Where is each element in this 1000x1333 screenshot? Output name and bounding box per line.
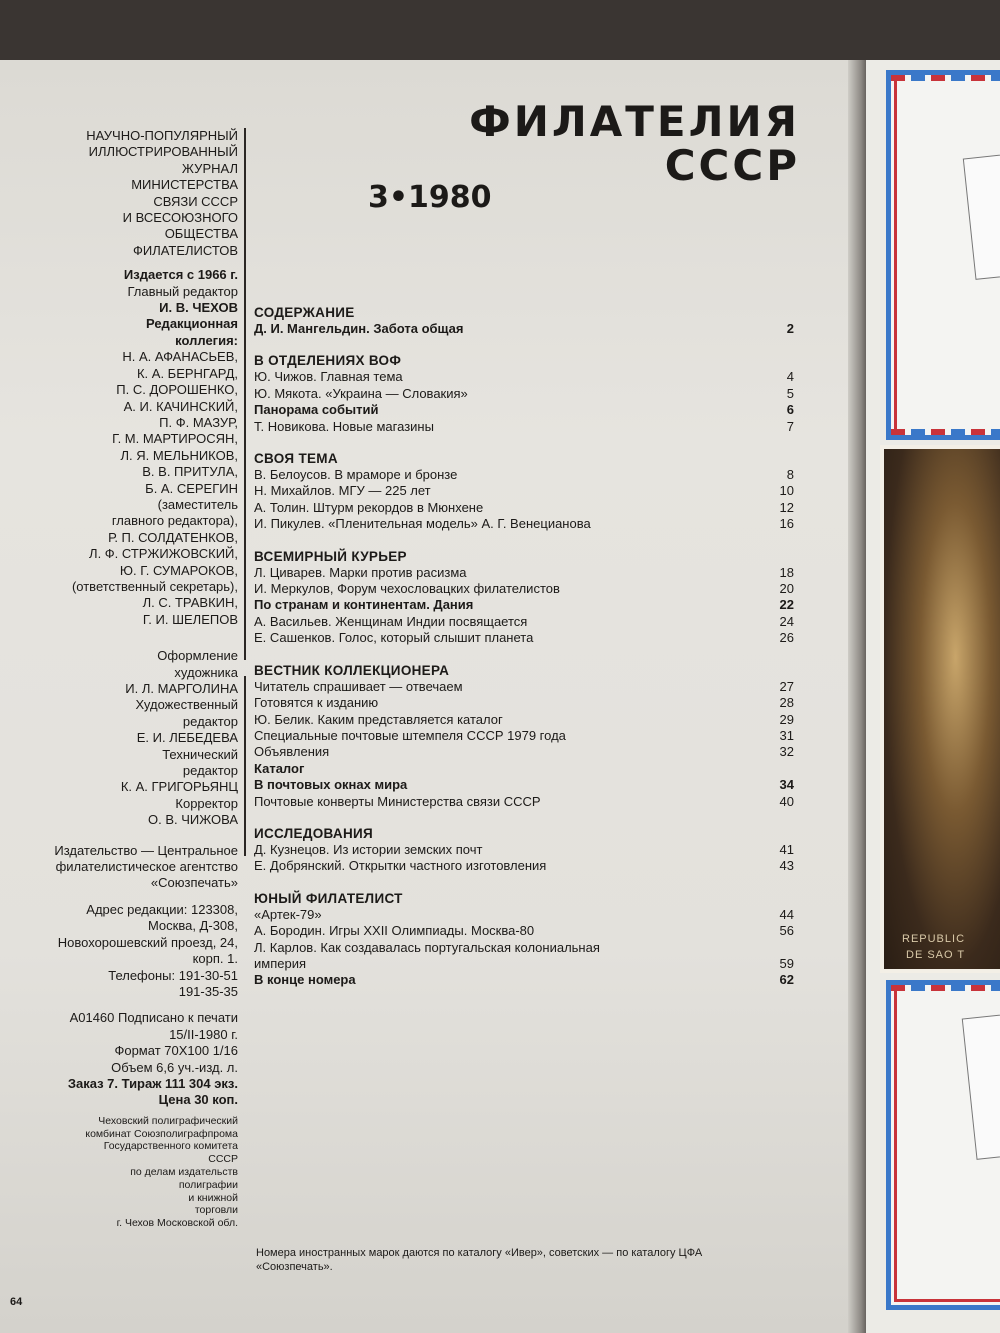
toc-entry-page: 18 — [779, 564, 794, 580]
toc-entry — [254, 777, 794, 793]
toc-entry-page: 44 — [779, 906, 794, 922]
masthead-intro-line: И ВСЕСОЮЗНОГО — [122, 210, 238, 226]
board-member: (ответственный секретарь), — [71, 578, 238, 594]
toc-entry-page: 41 — [779, 841, 794, 857]
toc-entry-title: Почтовые конверты Министерства связи СССР — [254, 793, 541, 809]
board-member: Ю. Г. СУМАРОКОВ, — [119, 562, 238, 578]
board-member: К. А. БЕРНГАРД, — [136, 365, 238, 381]
order-line: Заказ 7. Тираж 111 304 экз. — [67, 1075, 238, 1091]
toc-entry-page: 6 — [786, 402, 794, 418]
toc-entry-page: 7 — [786, 418, 794, 434]
toc-entry-title: Д. Кузнецов. Из истории земских почт — [254, 841, 483, 857]
toc-entry — [254, 842, 794, 858]
toc-section — [254, 825, 794, 875]
toc-entry-title: Читатель спрашивает — отвечаем — [254, 678, 463, 694]
page-number: 64 — [10, 1296, 23, 1308]
toc-section-heading: ВЕСТНИК КОЛЛЕКЦИОНЕРА — [254, 662, 450, 678]
masthead — [6, 128, 238, 1230]
toc-section — [254, 450, 794, 533]
toc-entry-title: А. Бородин. Игры XXII Олимпиады. Москва-80 — [254, 923, 535, 939]
address-line: корп. 1. — [192, 951, 238, 967]
toc-entry-page: 62 — [779, 972, 794, 988]
toc-entry — [254, 581, 794, 597]
printer-line: г. Чехов Московской обл. — [116, 1217, 238, 1230]
board-member: В. В. ПРИТУЛА, — [142, 464, 238, 480]
toc-entry — [254, 940, 794, 956]
stamp-text: REPUBLIC — [902, 933, 966, 945]
board-member: Г. И. ШЕЛЕПОВ — [142, 611, 238, 627]
address-line: Адрес редакции: 123308, — [86, 901, 238, 917]
toc-entry — [254, 614, 794, 630]
chief-label: Главный редактор — [127, 283, 238, 299]
printer-line: полиграфии — [178, 1178, 238, 1191]
since-line: Издается с 1966 г. — [123, 267, 238, 283]
toc-section-heading: СВОЯ ТЕМА — [254, 451, 338, 467]
board-label: коллегия: — [175, 332, 238, 348]
toc-entry-page: 29 — [779, 711, 794, 727]
title-line-1: ФИЛАТЕЛИЯ — [469, 97, 800, 146]
printer-line: Государственного комитета — [103, 1140, 238, 1153]
publisher-line: Издательство — Центральное — [54, 842, 238, 858]
toc-entry — [254, 679, 794, 695]
toc-entry-title: «Артек-79» — [254, 906, 322, 922]
board-member: главного редактора), — [111, 513, 238, 529]
toc-entry-title: И. Меркулов, Форум чехословацких филателистов — [254, 581, 560, 597]
toc-entry — [254, 402, 794, 418]
toc-entry — [254, 907, 794, 923]
board-member: Л. С. ТРАВКИН, — [142, 595, 238, 611]
toc-entry-page: 31 — [779, 727, 794, 743]
printer-line: СССР — [208, 1153, 238, 1166]
toc-entry-page: 20 — [779, 581, 794, 597]
toc-entry-page: 26 — [779, 630, 794, 646]
toc-section-heading: ВСЕМИРНЫЙ КУРЬЕР — [254, 548, 407, 564]
toc-entry-title: Ю. Чижов. Главная тема — [254, 369, 403, 385]
facing-page — [866, 60, 1000, 1333]
masthead-intro-line: ЖУРНАЛ — [181, 160, 238, 176]
board-member: Л. Ф. СТРЖИЖОВСКИЙ, — [89, 546, 238, 562]
toc-entry — [254, 565, 794, 581]
board-member: Н. А. АФАНАСЬЕВ, — [122, 349, 238, 365]
masthead-intro-line: ФИЛАТЕЛИСТОВ — [133, 242, 238, 258]
print-info-line: Формат 70Х100 1/16 — [114, 1043, 238, 1059]
toc-entry-page: 40 — [779, 793, 794, 809]
envelope-illustration — [886, 980, 1000, 1310]
toc-entry — [254, 386, 794, 402]
masthead-intro-line: ОБЩЕСТВА — [164, 226, 238, 242]
toc-entry — [254, 500, 794, 516]
toc-entry — [254, 956, 794, 972]
toc-entry-title: Готовятся к изданию — [254, 695, 379, 711]
journal-title — [360, 97, 800, 190]
staff-line: И. Л. МАРГОЛИНА — [125, 681, 238, 696]
masthead-intro-line: ИЛЛЮСТРИРОВАННЫЙ — [88, 144, 238, 160]
price-line: Цена 30 коп. — [158, 1092, 238, 1108]
toc-entry — [254, 630, 794, 646]
toc-entry-page: 59 — [779, 955, 794, 971]
address-line: Новохорошевский проезд, 24, — [57, 934, 238, 950]
toc-entry-page: 2 — [786, 321, 794, 336]
toc-entry — [254, 794, 794, 810]
toc-entry-title: А. Толин. Штурм рекордов в Мюнхене — [254, 499, 484, 515]
board-member: П. Ф. МАЗУР, — [159, 414, 238, 430]
toc-entry-title: Е. Сашенков. Голос, который слышит планета — [254, 630, 534, 646]
toc-entry-page: 56 — [779, 923, 794, 939]
toc-entry-page: 34 — [779, 777, 794, 793]
toc-entry-page: 16 — [779, 516, 794, 532]
toc-entry-title: По странам и континентам. Дания — [254, 597, 474, 613]
printer-line: и книжной — [188, 1191, 238, 1204]
toc-entry-title: А. Васильев. Женщинам Индии посвящается — [254, 613, 528, 629]
staff-line: О. В. ЧИЖОВА — [148, 812, 238, 828]
toc-entry-title: В конце номера — [254, 972, 356, 988]
masthead-intro-line: СВЯЗИ СССР — [153, 193, 238, 209]
printer-line: комбинат Союзполиграфпрома — [85, 1127, 238, 1140]
publisher-line: филателистическое агентство — [55, 859, 238, 875]
stamp-text: DE SAO T — [906, 949, 966, 961]
address-line: Москва, Д-308, — [147, 918, 238, 934]
toc-section-heading: ИССЛЕДОВАНИЯ — [254, 825, 374, 841]
toc-entry-page: 12 — [779, 499, 794, 515]
staff-line: Художественный — [135, 697, 238, 713]
toc-entry-page: 32 — [779, 744, 794, 760]
masthead-intro-line: МИНИСТЕРСТВА — [131, 177, 238, 193]
table-of-contents — [254, 304, 794, 1004]
address-line: 191-35-35 — [178, 983, 238, 999]
toc-entry-title: Каталог — [254, 760, 305, 776]
toc-entry-title: Е. Добрянский. Открытки частного изготовления — [254, 858, 547, 874]
chief-name: И. В. ЧЕХОВ — [159, 300, 238, 316]
toc-entry — [254, 695, 794, 711]
title-line-2: СССР — [664, 141, 800, 190]
toc-section-heading: В ОТДЕЛЕНИЯХ ВОФ — [254, 353, 402, 369]
toc-section — [254, 548, 794, 647]
staff-line: Оформление — [157, 648, 238, 664]
toc-entry-title: В почтовых окнах мира — [254, 777, 408, 793]
staff-line: Е. И. ЛЕБЕДЕВА — [136, 730, 238, 746]
toc-entry — [254, 419, 794, 435]
toc-entry-page: 28 — [779, 695, 794, 711]
printer-line: Чеховский полиграфический — [98, 1114, 238, 1127]
stamp-illustration — [880, 445, 1000, 973]
toc-entry-title: Ю. Мякота. «Украина — Словакия» — [254, 385, 468, 401]
toc-entry — [254, 467, 794, 483]
toc-entry-title: Панорама событий — [254, 402, 379, 418]
printer-line: по делам издательств — [130, 1165, 238, 1178]
toc-entry — [254, 761, 794, 777]
toc-entry — [254, 483, 794, 499]
toc-entry — [254, 516, 794, 532]
envelope-illustration — [886, 70, 1000, 440]
staff-line: редактор — [182, 763, 238, 779]
printer-line: торговли — [194, 1204, 238, 1217]
toc-entry-page: 24 — [779, 613, 794, 629]
toc-entry-title: империя — [254, 955, 306, 971]
toc-entry-title: В. Белоусов. В мраморе и бронзе — [254, 467, 458, 483]
issue-number: 3•1980 — [368, 180, 492, 215]
staff-line: художника — [174, 664, 238, 680]
toc-entry — [254, 744, 794, 760]
toc-entry-page: 4 — [786, 369, 794, 385]
toc-entry-title: Л. Карлов. Как создавалась португальская колониальная — [254, 939, 600, 955]
board-member: П. С. ДОРОШЕНКО, — [116, 382, 238, 398]
toc-entry-page: 5 — [786, 385, 794, 401]
staff-line: редактор — [182, 713, 238, 729]
toc-entry — [254, 369, 794, 385]
toc-entry-page: 27 — [779, 678, 794, 694]
toc-entry — [254, 712, 794, 728]
print-info-line: Объем 6,6 уч.-изд. л. — [111, 1059, 238, 1075]
board-member: Р. П. СОЛДАТЕНКОВ, — [108, 529, 238, 545]
toc-entry-page: 22 — [779, 597, 794, 613]
column-divider — [244, 676, 246, 856]
toc-entry-title: Ю. Белик. Каким представляется каталог — [254, 711, 503, 727]
masthead-intro-line: НАУЧНО-ПОПУЛЯРНЫЙ — [86, 128, 238, 143]
toc-entry-page: 10 — [779, 483, 794, 499]
toc-entry — [254, 972, 794, 988]
staff-line: Корректор — [175, 795, 238, 811]
toc-section — [254, 304, 794, 337]
board-member: А. И. КАЧИНСКИЙ, — [123, 398, 238, 414]
board-member: (заместитель — [157, 496, 238, 512]
toc-entry — [254, 321, 794, 337]
toc-section — [254, 890, 794, 989]
print-info-line: А01460 Подписано к печати — [69, 1010, 238, 1026]
toc-entry — [254, 728, 794, 744]
toc-entry-title: Н. Михайлов. МГУ — 225 лет — [254, 483, 431, 499]
toc-section — [254, 352, 794, 435]
footnote: Номера иностранных марок даются по каталогу «Ивер», советских — по каталогу ЦФА «Союзпечать». — [256, 1247, 703, 1273]
toc-entry-title: Т. Новикова. Новые магазины — [254, 418, 434, 434]
board-member: Г. М. МАРТИРОСЯН, — [112, 431, 238, 447]
toc-entry — [254, 858, 794, 874]
toc-section-heading: ЮНЫЙ ФИЛАТЕЛИСТ — [254, 890, 403, 906]
column-divider — [244, 128, 246, 660]
board-member: Л. Я. МЕЛЬНИКОВ, — [120, 447, 238, 463]
toc-entry-title: И. Пикулев. «Пленительная модель» А. Г. Венецианова — [254, 516, 591, 532]
staff-line: К. А. ГРИГОРЬЯНЦ — [120, 779, 238, 795]
toc-entry-title: Д. И. Мангельдин. Забота общая — [254, 321, 464, 336]
toc-entry-title: Объявления — [254, 744, 330, 760]
board-member: Б. А. СЕРЕГИН — [145, 480, 238, 496]
toc-section — [254, 662, 794, 810]
print-info-line: 15/II-1980 г. — [169, 1026, 238, 1042]
toc-entry-page: 43 — [779, 858, 794, 874]
toc-entry-page: 8 — [786, 467, 794, 483]
toc-entry-title: Специальные почтовые штемпеля СССР 1979 года — [254, 727, 566, 743]
address-line: Телефоны: 191-30-51 — [108, 967, 238, 983]
toc-entry-title: Л. Циварев. Марки против расизма — [254, 564, 467, 580]
toc-section-heading: СОДЕРЖАНИЕ — [254, 305, 355, 320]
toc-entry — [254, 923, 794, 939]
toc-entry — [254, 597, 794, 613]
staff-line: Технический — [162, 746, 238, 762]
publisher-line: «Союзпечать» — [150, 875, 238, 891]
board-label: Редакционная — [145, 316, 238, 332]
